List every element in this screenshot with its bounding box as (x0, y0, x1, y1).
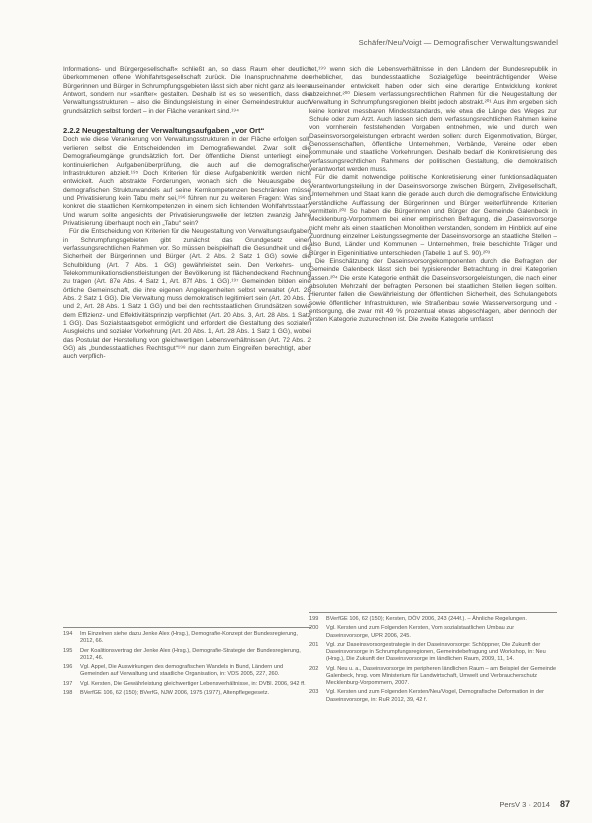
footnote-text: Vgl. Kersten und zum Folgenden Kersten/Neu/Vogel, Demografische Deformation in der Daseinsvorsorge, in: RuR 2012, 39, 42 f. (326, 689, 544, 703)
footnote-text: Vgl. Neu u. a., Daseinsvorsorge im peripheren ländlichen Raum – am Beispiel der Gemeinde Galenbeck, hrsg. vom Ministerium für Landwirtschaft, Umwelt und Verbraucherschutz Mecklenburg-Vorpommern, 2007. (326, 665, 557, 686)
footnote-number: 203 (309, 689, 319, 696)
footnote (63, 664, 311, 678)
footnote-text: Vgl. Kersten, Die Gewährleistung gleichwertiger Lebensverhältnisse, in: DVBl. 2006, 942 ff. (80, 680, 306, 687)
footnote (309, 642, 557, 663)
paragraph: Für die Entscheidung von Kriterien für die Neugestaltung von Verwaltungsaufgaben in Schrumpfungsgebieten gibt zunächst das Grundgesetz einen verfassungsrechtlichen Rahmen vor. So müssen beispielhaft die Gesundheit und die Sicherheit der Bürgerinnen und Bürger (Art. 2 Abs. 2 Satz 1 GG) sowie die Schulbildung (Art. 7 Abs. 1 GG) gewährleistet sein. Den Verkehrs- und Telekommunikationsdienstleistungen der Bevölkerung ist flächendeckend Rechnung zu tragen (Art. 87e Abs. 4 Satz 1, Art. 87f Abs. 1 GG).¹⁹⁷ Gemeinden bilden eine örtliche Gemeinschaft, die ihre eigenen Angelegenheiten selbst verwaltet (Art. 28 Abs. 2 Satz 1 GG). Die Verwaltung muss demokratisch legitimiert sein (Art. 20 Abs. 1 und 2, Art. 28 Abs. 1 Satz 1 GG) und bei den rechtsstaatlichen Grundsätzen sowie dem Effizienz- und Effektivitätsprinzip verpflichtet (Art. 20 Abs. 3, Art. 28 Abs. 1 Satz 1 GG). Das Sozialstaatsgebot ermöglicht und erfordert die Gestaltung des sozialen Ausgleichs und sozialer Vorkehrung (Art. 20 Abs. 1, Art. 28 Abs. 1 Satz 1 GG), wobei das Postulat der Herstellung von gleichwertigen Lebensverhältnissen (Art. 72 Abs. 2 GG) als „bundesstaatliches Rechtsgut“¹⁹⁸ nur dann zum Eingreifen berechtigt, aber auch verpflich- (63, 228, 311, 361)
footnote-number: 196 (63, 664, 73, 671)
footnote-text: Im Einzelnen siehe dazu Jenke Alex (Hrsg.), Demografie-Konzept der Bundesregierung, 2012, 66. (80, 631, 298, 645)
footnote (309, 625, 557, 639)
left-column (63, 66, 311, 362)
footnote (63, 690, 311, 697)
footnote (63, 631, 311, 645)
footnote (309, 689, 557, 703)
footnote-number: 195 (63, 647, 73, 654)
footnote-number: 199 (309, 616, 319, 622)
footnote (309, 616, 557, 623)
footnote-text: BVerfGE 106, 62 (150); Kersten, DÖV 2006, 243 (244f.). – Ähnliche Regelungen. (326, 616, 527, 622)
footnote-text: Vgl. zur Daseinsvorsorgestrategie in der Daseinsvorsorge: Schöppner, Die Zukunft der Daseinsvorsorge in Schrumpfungsregionen, Gemeindebefragung und Workshop, in: Neu (Hrsg.), Die Zukunft der Daseinsvorsorge im ländlichen Raum, 2009, 11, 14. (326, 642, 546, 663)
footnotes-right (309, 612, 557, 706)
footnote-number: 201 (309, 642, 319, 649)
footnote (63, 681, 311, 688)
page-footer (499, 799, 570, 809)
footnote-number: 197 (63, 680, 73, 687)
footnote-text: Der Koalitionsvertrag der Jenke Alex (Hrsg.), Demografie-Strategie der Bundesregierung, 2012, 46. (80, 647, 301, 661)
running-header (359, 38, 558, 47)
right-column (309, 66, 557, 325)
footnotes-left (63, 627, 311, 700)
footnote-text: Vgl. Kersten und zum Folgenden Kersten, Vom sozialstaatlichen Umbau zur Daseinsvorsorge, UPR 2006, 245. (326, 625, 515, 639)
paragraph: tet,¹⁹⁹ wenn sich die Lebensverhältnisse in den Ländern der Bundesrepublik in erheblicher, das bundesstaatliche Sozialgefüge beeinträchtigender Weise auseinander entwickelt haben oder sich eine derartige Entwicklung konkret abzeichnet.²⁰⁰ Diesem verfassungsrechtlichen Rahmen für die Neugestaltung der Verwaltung in Schrumpfungsregionen bleibt jedoch abstrakt.²⁰¹ Aus ihm ergeben sich keine konkret messbaren Mindeststandards, wie etwa die Länge des Weges zur Schule oder zum Arzt. Auch lassen sich dem verfassungsrechtlichen Rahmen keine von vornherein feststehenden Vorgaben entnehmen, wie und durch wen Daseinsvorsorgeleistungen erbracht werden sollen: durch Eigenmotivation, Bürger, Genossenschaften, öffentliche Unternehmen, Verbände, Vereine oder eben kommunale und staatliche Vorkehrungen. Deshalb bedarf die Konkretisierung des verfassungsrechtlichen Rahmens der politischen Gestaltung, die demokratisch verantwortet werden muss. (309, 66, 557, 174)
section-heading: 2.2.2 Neugestaltung der Verwaltungsaufgaben „vor Ort“ (63, 126, 265, 136)
journal-issue: PersV 3 · 2014 (499, 800, 550, 809)
footnote-number: 194 (63, 631, 73, 637)
footnote-text: Vgl. Appel, Die Auswirkungen des demografischen Wandels in Bund, Ländern und Gemeinden auf Verwaltung und staatliche Organisation, in: VDS 2005, 227, 260. (80, 664, 284, 678)
paragraph: Doch wie diese Verankerung von Verwaltungsstrukturen in der Fläche erfolgen soll, verlieren selbst die Entscheidenden im Demografiewandel. Zwar sollt die Demografieumgänge grundsätzlich fort. Der öffentliche Dienst unterliegt einer kontinuierlichen Aufgabenüberprüfung, die auch auf die demografischen Infrastrukturen abzielt.¹⁹⁵ Doch Kriterien für diese Aufgabenkritik werden nicht entwickelt. Auch abstrakte Forderungen, wonach sich die Neuausgabe des demografischen Strukturwandels auf seine Kernkompetenzen beschränken müsse und Privatisierung kein Tabu mehr sei,¹⁹⁶ führen nur zu weiteren Fragen: Was sind konkret die staatlichen Kernkompetenzen in einem sich lichtenden Wohlfahrtsstaat? Und warum sollte angesichts der Privatisierungswelle der letzten zwanzig Jahre Privatisierung überhaupt noch ein „Tabu“ sein? (63, 136, 311, 227)
paragraph: Informations- und Bürgergesellschaft« schließt an, so dass Raum eher deutlich überkommenen offene Wohlfahrtsgesellschaft zurück. Die Inanspruchnahme der Bürgerinnen und Bürger in Schrumpfungsgebieten lässt sich aber nicht ganz als leere Antwort, sondern nur »sanfter« gestalten. Deshalb ist es so wesentlich, dass die Verwaltungsstrukturen – also die Bindungsleistung in einer Gemeindestruktur auch grundsätzlich selbst fordert – in der Fläche verankert sind.¹⁹⁴ (63, 66, 311, 115)
page-number: 87 (559, 799, 570, 809)
footnote-number: 200 (309, 625, 319, 632)
footnote (309, 666, 557, 687)
footnote-text: BVerfGE 106, 62 (150); BVerfG, NJW 2006, 1975 (1977), Altenpflegegesetz. (80, 690, 270, 697)
paragraph: Die Einschätzung der Daseinsvorsorgekomponenten durch die Befragten der Gemeinde Galenbeck lässt sich bei typisierender Betrachtung in drei Kategorien fassen.²⁰⁴ Die erste Kategorie enthält die Daseinsvorsorgeleistungen, die nach einer absoluten Mehrzahl der befragten Personen bei staatlichen Stellen liegen sollten. Hierunter fallen die Gewährleistung der öffentlichen Sicherheit, des Schulangebots sowie öffentlicher Infrastrukturen, wie Straßenbau sowie Wasserversorgung und -entsorgung, die zwar mit 49 % prozentual etwas abgeschlagen, aber dennoch der ersten Kategorie zuzurechnen ist. Die zweite Kategorie umfasst (309, 257, 557, 324)
footnote (63, 648, 311, 662)
paragraph: Für die damit notwendige politische Konkretisierung einer funktionsadäquaten Verantwortungsteilung in der Daseinsvorsorge zwischen Bürgern, Zivilgesellschaft, Unternehmen und Staat kann die gerade auch durch die demografische Entwicklung verständliche Auffassung der Bürgerinnen und Bürger weiterführende Kriterien vermitteln.²⁰² So haben die Bürgerinnen und Bürger der Gemeinde Galenbeck in Mecklenburg-Vorpommern bei einer empirischen Befragung, die „Daseinsvorsorge nicht mehr als einen staatlichen Monolithen verstanden, sondern im Hinblick auf eine Zuordnung einzelner Leistungssegmente der Daseinsvorsorge an staatliche Stellen – also Bund, Länder und Kommunen – Unternehmen, freie beschichte Träger und Bürger in Eigeninitiative unterschieden (Tabelle 1 auf S. 90).²⁰³ (309, 174, 557, 257)
footnote-number: 202 (309, 665, 319, 672)
footnote-number: 198 (63, 690, 73, 697)
running-title: Schäfer/Neu/Voigt — Demografischer Verwaltungswandel (358, 38, 558, 47)
